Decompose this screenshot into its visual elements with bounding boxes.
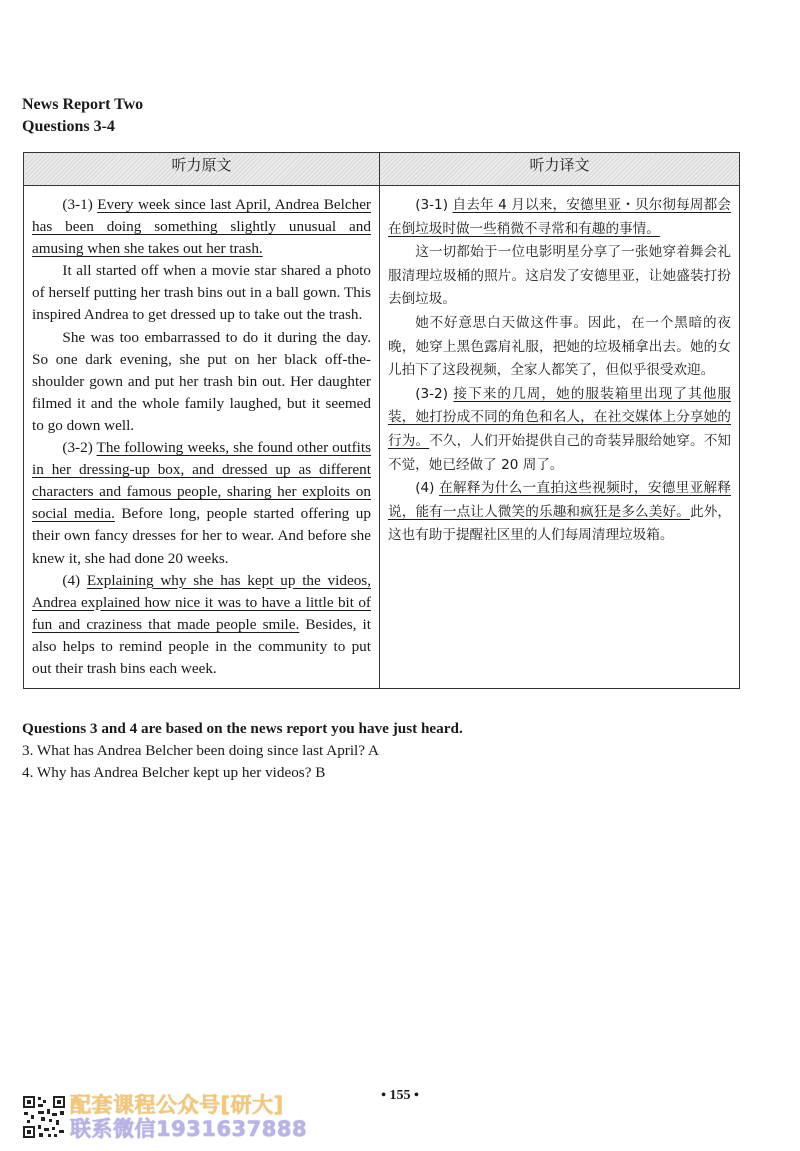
watermark-line-2: 联系微信1931637888	[70, 1117, 308, 1141]
watermark-line-1: 配套课程公众号[研大]	[70, 1093, 284, 1117]
question-4: 4. Why has Andrea Belcher kept up her videos? B	[22, 764, 326, 781]
english-transcript	[24, 186, 380, 689]
en-paragraph-2: It all started off when a movie star shared a photo of herself putting her trash bins out in a ball gown. This inspired Andrea to get dressed up to take out the trash.	[32, 262, 371, 324]
questions-heading: Questions 3 and 4 are based on the news report you have just heard.	[22, 720, 463, 737]
page-number: • 155 •	[381, 1088, 419, 1103]
column-header-original: 听力原文	[24, 153, 380, 186]
en-paragraph-1	[32, 194, 371, 260]
zh-paragraph-1	[388, 194, 731, 241]
transcript-table	[23, 152, 740, 689]
en-paragraph-5-rest: Besides, it also helps to remind people in the community to put out their trash bins each week.	[32, 615, 371, 677]
en-answer-3-1: Every week since last April, Andrea Belcher has been doing something slightly unusual and amusing when she takes out her trash.	[32, 196, 371, 258]
zh-answer-3-1: 自去年 4 月以来，安德里亚・贝尔彻每周都会在倒垃圾时做一些稍微不寻常和有趣的事情。	[388, 197, 731, 237]
zh-marker-4: (4)	[415, 480, 440, 497]
zh-answer-3-2: 接下来的几周，她的服装箱里出现了其他服装，她打扮成不同的角色和名人，在社交媒体上分享她的行为。	[388, 385, 732, 449]
qr-code-icon	[22, 1095, 66, 1139]
zh-answer-4: 在解释为什么一直拍这些视频时，安德里亚解释说，能有一点让人微笑的乐趣和疯狂是多么美好。	[388, 480, 732, 520]
en-marker-4: (4)	[62, 571, 87, 589]
chinese-translation	[380, 186, 740, 689]
section-title: News Report Two	[22, 96, 144, 113]
zh-paragraph-4-rest: 不久，人们开始提供自己的奇装异服给她穿。不知不觉，她已经做了 20 周了。	[388, 432, 732, 473]
zh-marker-3-1: (3-1)	[415, 197, 453, 213]
zh-marker-3-2: (3-2)	[415, 385, 454, 402]
en-paragraph-3: She was too embarrassed to do it during the day. So one dark evening, she put on her black off-the-shoulder gown and put her trash bin out. Her daughter filmed it and the whole family laughed, but it seemed to go down well.	[32, 328, 371, 434]
promo-watermark	[70, 1093, 307, 1141]
questions-title: Questions 3-4	[22, 118, 115, 135]
zh-paragraph-2: 这一切都始于一位电影明星分享了一张她穿着舞会礼服清理垃圾桶的照片。这启发了安德里亚，让她盛装打扮去倒垃圾。	[388, 244, 731, 308]
en-paragraph-4-rest: Before long, people started offering up their own fancy dresses for her to wear. And before she knew it, she had done 20 weeks.	[32, 505, 371, 567]
questions-block	[22, 718, 463, 784]
zh-paragraph-5-rest: 此外，这也有助于提醒社区里的人们每周清理垃圾箱。	[388, 503, 732, 544]
en-marker-3-2: (3-2)	[62, 439, 97, 457]
en-answer-4: Explaining why she has kept up the videos, Andrea explained how nice it was to have a little bit of fun and craziness that made people smile.	[32, 571, 371, 633]
question-3: 3. What has Andrea Belcher been doing since last April? A	[22, 742, 379, 759]
en-answer-3-2: The following weeks, she found other outfits in her dressing-up box, and dressed up as different characters and famous people, sharing her exploits on social media.	[32, 439, 372, 523]
column-header-translation: 听力译文	[380, 153, 740, 186]
zh-paragraph-4	[388, 383, 731, 477]
en-paragraph-4	[32, 437, 371, 570]
zh-paragraph-3: 她不好意思白天做这件事。因此，在一个黑暗的夜晚，她穿上黑色露肩礼服，把她的垃圾桶拿出去。她的女儿拍下了这段视频，全家人都笑了，但似乎很受欢迎。	[388, 314, 731, 379]
zh-paragraph-5	[388, 477, 731, 548]
en-paragraph-5	[32, 570, 371, 680]
en-marker-3-1: (3-1)	[62, 196, 98, 213]
